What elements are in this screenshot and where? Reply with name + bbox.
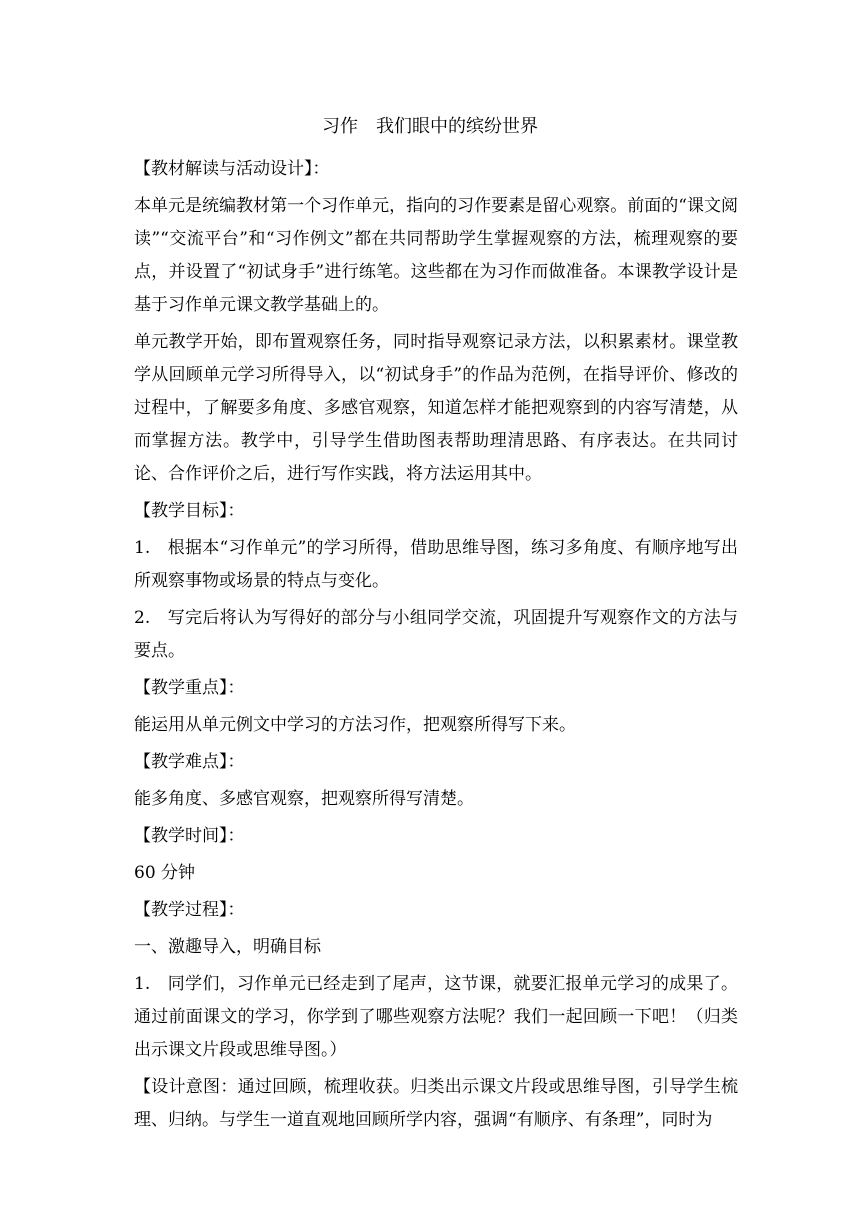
paragraph-key-points: 能运用从单元例文中学习的方法习作，把观察所得写下来。 bbox=[134, 715, 576, 735]
section-heading-difficulties: 【教学难点】： bbox=[134, 752, 245, 772]
section-heading-key-points: 【教学重点】： bbox=[134, 678, 245, 698]
document-body bbox=[134, 153, 738, 1141]
process-step-heading-1: 一、激趣导入，明确目标 bbox=[134, 937, 321, 957]
section-heading-materials: 【教材解读与活动设计】： bbox=[134, 159, 330, 179]
section-heading-time: 【教学时间】： bbox=[134, 826, 245, 846]
paragraph-difficulties: 能多角度、多感官观察，把观察所得写清楚。 bbox=[134, 789, 474, 809]
objective-item-2: 2. 写完后将认为写得好的部分与小组同学交流，巩固提升写观察作文的方法与要点。 bbox=[134, 608, 738, 661]
paragraph-time: 60 分钟 bbox=[134, 863, 196, 883]
paragraph-design-intent: 【设计意图：通过回顾，梳理收获。归类出示课文片段或思维导图，引导学生梳理、归纳。与学生一道直观地回顾所学内容，强调“有顺序、有条理”，同时为 bbox=[134, 1077, 738, 1130]
section-heading-objectives: 【教学目标】： bbox=[134, 501, 245, 521]
paragraph-teaching-approach: 单元教学开始，即布置观察任务，同时指导观察记录方法，以积累素材。课堂教学从回顾单元学习所得导入，以“初试身手”的作品为范例，在指导评价、修改的过程中，了解要多角度、多感官观察，知道怎样才能把观察到的内容写清楚，从而掌握方法。教学中，引导学生借助图表帮助理清思路、有序表达。在共同讨论、合作评价之后，进行写作实践，将方法运用其中。 bbox=[134, 332, 738, 484]
process-item-1: 1. 同学们，习作单元已经走到了尾声，这节课，就要汇报单元学习的成果了。 通过前面课文的学习，你学到了哪些观察方法呢？我们一起回顾一下吧！（归类出示课文片段或思维导图。） bbox=[134, 974, 738, 1060]
document-title: 习作 我们眼中的缤纷世界 bbox=[322, 116, 538, 137]
paragraph-unit-overview: 本单元是统编教材第一个习作单元，指向的习作要素是留心观察。前面的“课文阅读”“交流平台”和“习作例文”都在共同帮助学生掌握观察的方法，梳理观察的要点，并设置了“初试身手”进行练笔。这些都在为习作而做准备。本课教学设计是基于习作单元课文教学基础上的。 bbox=[134, 196, 738, 315]
section-heading-process: 【教学过程】： bbox=[134, 900, 245, 920]
objective-item-1: 1. 根据本“习作单元”的学习所得，借助思维导图，练习多角度、有顺序地写出所观察事物或场景的特点与变化。 bbox=[134, 538, 738, 591]
